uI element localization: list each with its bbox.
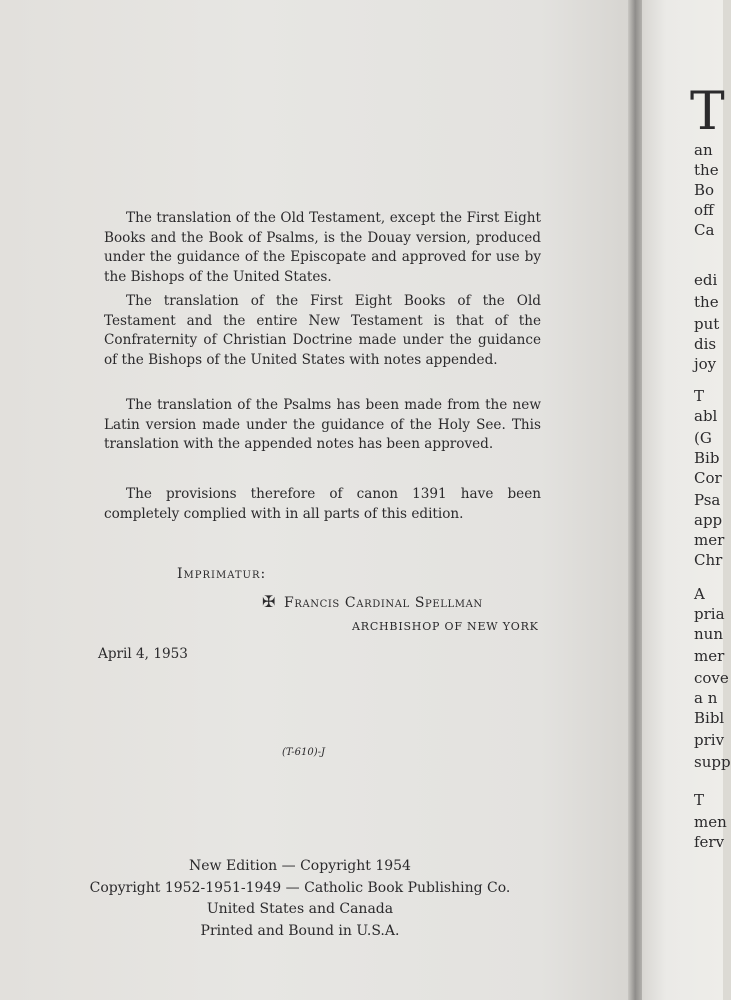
right-page-fragment: abl: [694, 407, 718, 425]
paragraph-confraternity: The translation of the First Eight Books of the Old Testament and the entire New Testament is that of the Confraternity of Christian Doctrine made under the guidance of the Bishops of the United States with notes appended.: [104, 293, 541, 368]
right-page-fragment: Ca: [694, 221, 715, 239]
right-page-fragment: mer: [694, 647, 725, 665]
right-page-fragment: Cor: [694, 469, 722, 487]
right-page-fragment: nun: [694, 625, 723, 643]
signer-name: Francis Cardinal Spellman: [284, 595, 483, 611]
footer-line: Copyright 1952-1951-1949 — Catholic Book Publishing Co.: [89, 879, 511, 896]
signer-title: ARCHBISHOP OF NEW YORK: [352, 620, 539, 633]
paragraph-canon: The provisions therefore of canon 1391 have been completely complied with in all parts of this edition.: [104, 486, 541, 522]
right-page-fragment: edi: [694, 271, 718, 289]
right-page-fragment: supp: [694, 753, 731, 771]
paragraph-psalms: The translation of the Psalms has been made from the new Latin version made under the guidance of the Holy See. This translation with the appended notes has been approved.: [104, 397, 541, 452]
right-page-fragment: (G: [694, 429, 712, 447]
imprimatur-date: April 4, 1953: [98, 646, 188, 662]
right-page-fragment: ferv: [694, 833, 725, 851]
right-page-fragment: Psa: [694, 491, 721, 509]
right-page: [642, 0, 731, 1000]
right-page-fragment: a n: [694, 689, 718, 707]
footer-line: United States and Canada: [206, 901, 394, 917]
right-page-fragment: Bo: [694, 181, 715, 199]
right-page-fragment: men: [694, 813, 727, 831]
right-page-fragment: T: [694, 387, 705, 405]
right-page-fragment: Bib: [694, 449, 720, 467]
right-page-fragment: the: [694, 293, 719, 311]
right-page-fragment: an: [694, 141, 713, 159]
signer-line: [262, 592, 483, 611]
drop-cap: T: [690, 82, 725, 142]
copyright-footer: [60, 856, 540, 942]
right-page-fragment: priv: [694, 731, 725, 749]
right-page-fragment: joy: [694, 355, 717, 373]
footer-line: Printed and Bound in U.S.A.: [200, 922, 400, 939]
right-page-fragment: Chr: [694, 551, 723, 569]
right-page-fragment: Bibl: [694, 709, 725, 727]
footer-line: New Edition — Copyright 1954: [189, 858, 411, 874]
right-page-fragment: dis: [694, 335, 717, 353]
right-page-fragment: off: [694, 201, 714, 219]
right-page-fragment: app: [694, 511, 723, 529]
right-page-fragment: T: [694, 791, 705, 809]
right-page-fragment: put: [694, 315, 720, 333]
cross-icon: ✠: [262, 592, 277, 611]
imprimatur-label: Imprimatur:: [177, 566, 267, 582]
right-page-fragment: the: [694, 161, 719, 179]
right-page-fragment: A: [694, 585, 705, 603]
right-page-fragment: cove: [694, 669, 729, 687]
right-page-fragment: mer: [694, 531, 725, 549]
paragraph-old-testament: The translation of the Old Testament, except the First Eight Books and the Book of Psalms, is the Douay version, produced under the guidance of the Episcopate and approved for use by the Bishops of the United States.: [104, 210, 541, 285]
catalog-code: (T-610)-J: [282, 747, 326, 758]
right-page-fragment: pria: [694, 605, 725, 623]
